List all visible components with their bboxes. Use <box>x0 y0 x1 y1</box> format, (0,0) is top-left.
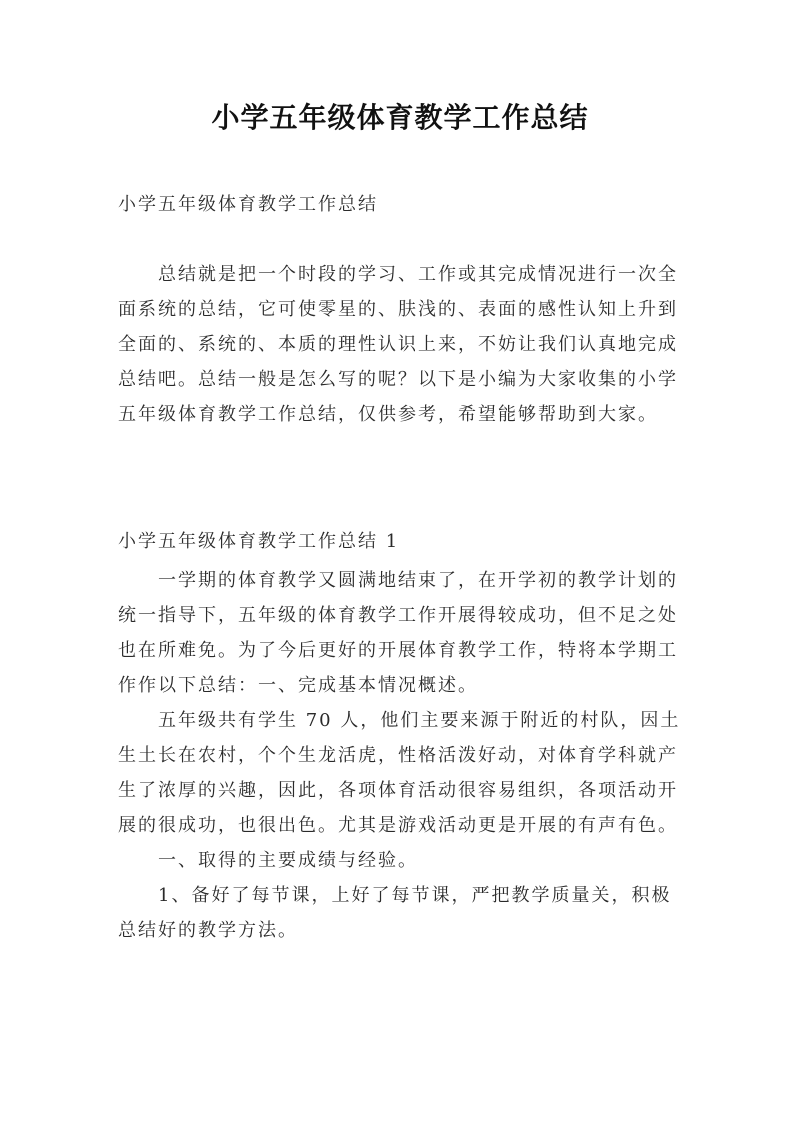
section-paragraph-2: 五年级共有学生 70 人，他们主要来源于附近的村队，因土生土长在农村，个个生龙活虎，性格活泼好动，对体育学科就产生了浓厚的兴趣，因此，各项体育活动很容易组织，各项活动开展的很成功，也很出色。尤其是游戏活动更是开展的有声有色。 <box>118 710 681 836</box>
section-paragraph-3: 一、取得的主要成绩与经验。 <box>158 850 418 871</box>
section-paragraph-4: 1、备好了每节课，上好了每节课，严把教学质量关，积极总结好的教学方法。 <box>118 885 672 941</box>
section-body <box>118 563 688 948</box>
section-paragraph-1: 一学期的体育教学又圆满地结束了，在开学初的教学计划的统一指导下，五年级的体育教学工作开展得较成功，但不足之处也在所难免。为了今后更好的开展体育教学工作，特将本学期工作作以下总结：一、完成基本情况概述。 <box>118 570 678 696</box>
document-subtitle: 小学五年级体育教学工作总结 <box>118 194 378 215</box>
intro-paragraph: 总结就是把一个时段的学习、工作或其完成情况进行一次全面系统的总结，它可使零星的、肤浅的、表面的感性认知上升到全面的、系统的、本质的理性认识上来，不妨让我们认真地完成总结吧。总结一般是怎么写的呢？以下是小编为大家收集的小学五年级体育教学工作总结，仅供参考，希望能够帮助到大家。 <box>118 264 678 425</box>
section-heading: 小学五年级体育教学工作总结 1 <box>118 531 400 552</box>
document-title: 小学五年级体育教学工作总结 <box>211 101 589 134</box>
